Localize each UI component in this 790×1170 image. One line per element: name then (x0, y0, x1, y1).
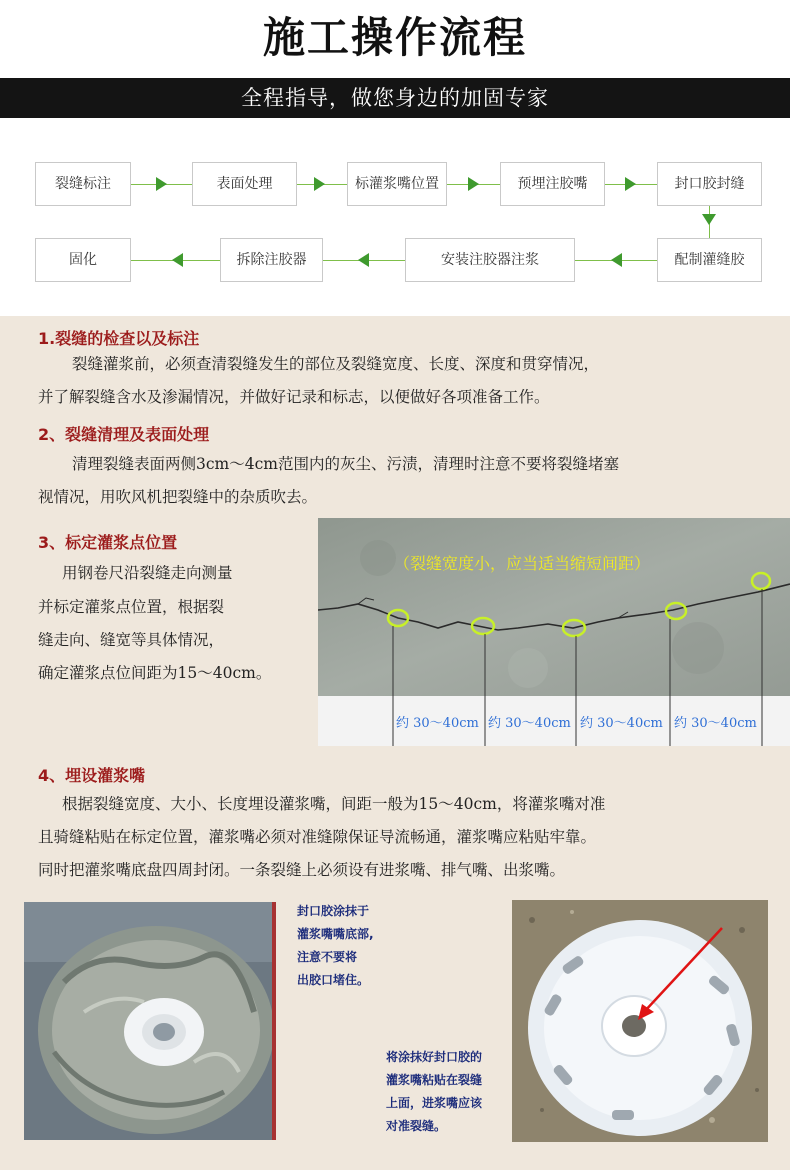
spacing-label: 约 30～40cm (488, 716, 571, 731)
section-3-line-3: 缝走向、缝宽等具体情况， (38, 631, 225, 649)
note-left-line-1: 封口胶涂抹于 (297, 904, 370, 918)
section-3-line-2: 并标定灌浆点位置，根据裂 (38, 598, 225, 616)
arrow-down-icon (702, 214, 716, 225)
arrow-right-icon (156, 177, 167, 191)
section-2-heading: 2、裂缝清理及表面处理 (38, 425, 210, 444)
section-4-line-2: 且骑缝粘贴在标定位置，灌浆嘴必须对准缝隙保证导流畅通，灌浆嘴应粘贴牢靠。 (38, 828, 597, 846)
section-4-line-1: 根据裂缝宽度、大小、长度埋设灌浆嘴，间距一般为15～40cm，将灌浆嘴对准 (62, 795, 606, 813)
section-4-heading: 4、埋设灌浆嘴 (38, 766, 146, 785)
flow-step-embed-nozzle: 预埋注胶嘴 (500, 162, 605, 206)
flow-step-crack-marking: 裂缝标注 (35, 162, 131, 206)
page-title: 施工操作流程 (262, 13, 527, 62)
process-flowchart (0, 122, 790, 314)
section-1-line-2: 并了解裂缝含水及渗漏情况，并做好记录和标志，以便做好各项准备工作。 (38, 388, 550, 406)
nozzle-sealant-photo (24, 902, 272, 1140)
spacing-label: 约 30～40cm (580, 716, 663, 731)
section-1-heading: 1.裂缝的检查以及标注 (38, 329, 200, 348)
flow-step-seal-crack: 封口胶封缝 (657, 162, 762, 206)
flow-step-mark-nozzle-position: 标灌浆嘴位置 (347, 162, 447, 206)
flow-step-curing: 固化 (35, 238, 131, 282)
section-2-line-1: 清理裂缝表面两侧3cm～4cm范围内的灰尘、污渍，清理时注意不要将裂缝堵塞 (72, 455, 619, 473)
nozzle-illustration (512, 900, 768, 1142)
section-2-line-2: 视情况，用吹风机把裂缝中的杂质吹去。 (38, 488, 318, 506)
note-left-line-3: 注意不要将 (297, 950, 358, 964)
arrow-right-icon (314, 177, 325, 191)
photo-border-accent (272, 902, 276, 1140)
section-1-line-1: 裂缝灌浆前，必须查清裂缝发生的部位及裂缝宽度、长度、深度和贯穿情况， (72, 355, 600, 373)
nozzle-sealant-illustration (24, 902, 272, 1140)
crack-spacing-note: （裂缝宽度小，应当适当缩短间距） (394, 554, 651, 573)
arrow-left-icon (611, 253, 622, 267)
flow-step-install-injector: 安装注胶器注浆 (405, 238, 575, 282)
note-right-line-2: 灌浆嘴粘贴在裂缝 (386, 1073, 483, 1087)
nozzle-photo (512, 900, 768, 1142)
flow-step-surface-treatment: 表面处理 (192, 162, 297, 206)
arrow-right-icon (468, 177, 479, 191)
flow-step-mix-adhesive: 配制灌缝胶 (657, 238, 762, 282)
arrow-left-icon (358, 253, 369, 267)
section-3-line-1: 用钢卷尺沿裂缝走向测量 (62, 564, 233, 582)
note-right-line-3: 上面，进浆嘴应该 (386, 1096, 483, 1110)
section-3-line-4: 确定灌浆点位间距为15～40cm。 (38, 664, 272, 682)
note-left-line-2: 灌浆嘴嘴底部, (297, 927, 374, 941)
note-right-line-1: 将涂抹好封口胶的 (386, 1050, 483, 1064)
note-left-line-4: 出胶口堵住。 (297, 973, 370, 987)
subtitle-banner: 全程指导，做您身边的加固专家 (0, 78, 790, 118)
arrow-left-icon (172, 253, 183, 267)
section-3-heading: 3、标定灌浆点位置 (38, 533, 178, 552)
note-right-line-4: 对准裂缝。 (386, 1119, 447, 1133)
arrow-right-icon (625, 177, 636, 191)
spacing-label: 约 30～40cm (674, 716, 757, 731)
spacing-label: 约 30～40cm (396, 716, 479, 731)
section-4-line-3: 同时把灌浆嘴底盘四周封闭。一条裂缝上必须设有进浆嘴、排气嘴、出浆嘴。 (38, 861, 566, 879)
crack-spacing-photo (318, 518, 790, 746)
flow-step-remove-injector: 拆除注胶器 (220, 238, 323, 282)
